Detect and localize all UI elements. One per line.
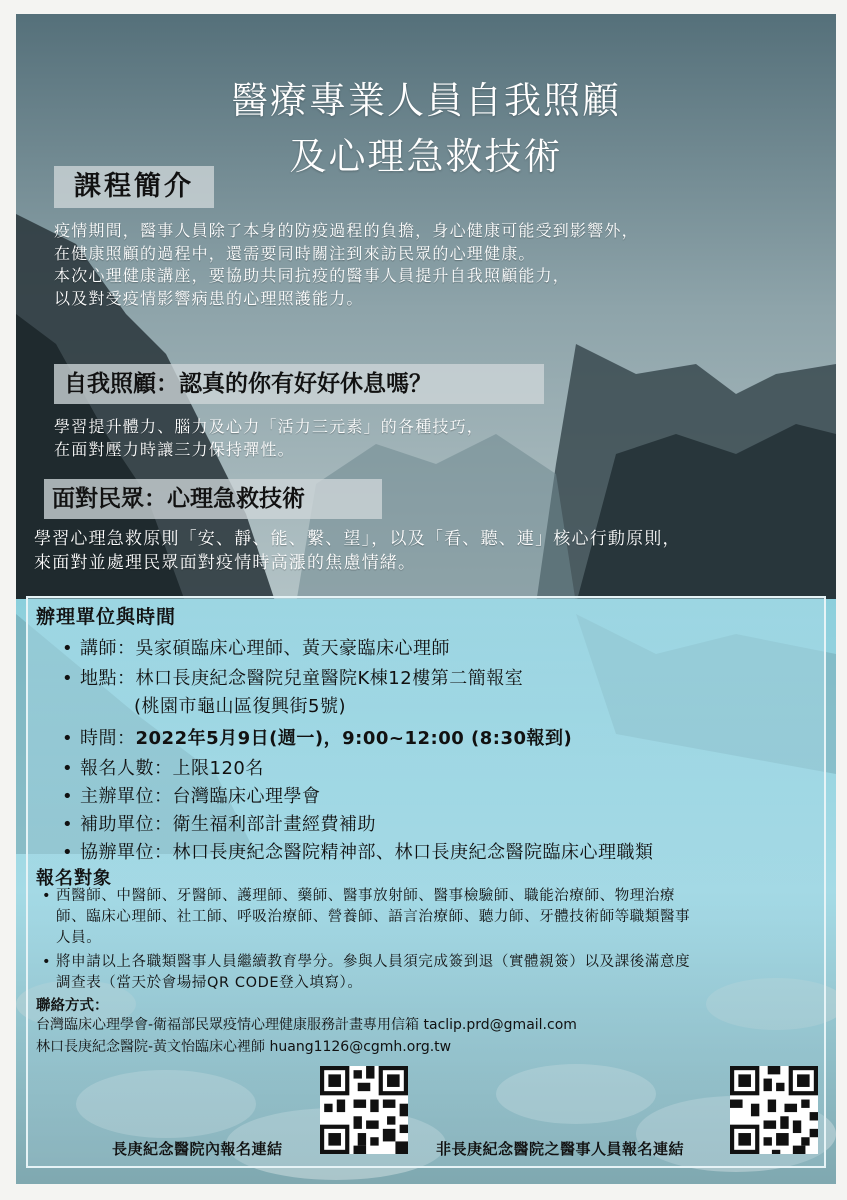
self-care-paragraph xyxy=(54,416,484,461)
intro-line: 以及對受疫情影響病患的心理照護能力。 xyxy=(54,288,364,308)
bullet-icon: • xyxy=(42,888,52,904)
audience-heading: 報名對象 xyxy=(36,868,112,889)
sponsor-text: 補助單位：衛生福利部計畫經費補助 xyxy=(80,814,376,835)
time-row xyxy=(62,724,572,750)
intro-line: 本次心理健康講座，要協助共同抗疫的醫事人員提升自我照顧能力， xyxy=(54,266,571,285)
external-registration-qr-icon[interactable] xyxy=(730,1066,818,1154)
internal-registration-label: 長庚紀念醫院內報名連結 xyxy=(112,1140,283,1158)
audience-item-2 xyxy=(56,952,826,994)
lecturer-row xyxy=(62,634,450,660)
self-care-heading: 自我照顧：認真的你有好好休息嗎？ xyxy=(54,364,544,404)
bullet-icon: • xyxy=(62,668,74,689)
bullet-icon: • xyxy=(62,758,74,779)
capacity-row xyxy=(62,754,264,780)
co-organizer-row xyxy=(62,838,654,864)
bullet-icon: • xyxy=(62,728,74,749)
organizer-text: 主辦單位：台灣臨床心理學會 xyxy=(80,786,321,807)
bullet-icon: • xyxy=(62,638,74,659)
poster-title-line1: 醫療專業人員自我照顧 xyxy=(231,79,621,122)
contact-line-2: 林口長庚紀念醫院-黃文怡臨床心裡師 huang1126@cgmh.org.tw xyxy=(36,1039,452,1055)
intro-line: 疫情期間，醫事人員除了本身的防疫過程的負擔，身心健康可能受到影響外， xyxy=(54,221,639,240)
bullet-icon: • xyxy=(42,954,52,970)
public-paragraph xyxy=(34,527,681,575)
info-heading: 辦理單位與時間 xyxy=(36,606,177,628)
internal-registration-qr-icon[interactable] xyxy=(320,1066,408,1154)
poster xyxy=(16,14,836,1184)
poster-title-line2: 及心理急救技術 xyxy=(289,135,563,178)
bullet-icon: • xyxy=(62,842,74,863)
intro-paragraph xyxy=(54,220,639,310)
audience-line: 人員。 xyxy=(56,930,102,946)
location-text: 地點：林口長庚紀念醫院兒童醫院K棟12樓第二簡報室 xyxy=(80,668,524,689)
contact-line-1: 台灣臨床心理學會-衛福部民眾疫情心理健康服務計畫專用信箱 taclip.prd@gmail.com xyxy=(36,1017,577,1033)
external-registration-label: 非長庚紀念醫院之醫事人員報名連結 xyxy=(436,1140,685,1158)
co-organizer-text: 協辦單位：林口長庚紀念醫院精神部、林口長庚紀念醫院臨床心理職類 xyxy=(80,842,654,863)
address-text: (桃園市龜山區復興街5號) xyxy=(134,696,346,717)
location-row xyxy=(62,664,523,690)
public-heading: 面對民眾：心理急救技術 xyxy=(44,479,382,519)
audience-item-1 xyxy=(56,886,826,949)
self-care-line: 學習提升體力、腦力及心力「活力三元素」的各種技巧， xyxy=(54,417,485,436)
capacity-text: 報名人數：上限120名 xyxy=(80,758,264,779)
contact-heading: 聯絡方式： xyxy=(36,998,109,1014)
audience-line: 調查表（當天於會場掃QR CODE登入填寫）。 xyxy=(56,975,363,991)
time-value: 2022年5月9日(週一)，9:00~12:00 (8:30報到) xyxy=(135,728,573,749)
lecturer-text: 講師：吳家碩臨床心理師、黃天豪臨床心理師 xyxy=(80,638,450,659)
intro-line: 在健康照顧的過程中，還需要同時關注到來訪民眾的心理健康。 xyxy=(54,243,536,263)
public-line: 來面對並處理民眾面對疫情時高漲的焦慮情緒。 xyxy=(34,553,417,573)
public-line: 學習心理急救原則「安、靜、能、繫、望」，以及「看、聽、連」核心行動原則， xyxy=(34,529,681,549)
sponsor-row xyxy=(62,810,376,836)
time-label: 時間： xyxy=(80,728,136,749)
audience-line: 將申請以上各職類醫事人員繼續教育學分。參與人員須完成簽到退（實體親簽）以及課後滿意度 xyxy=(56,954,691,970)
organizer-row xyxy=(62,782,321,808)
self-care-line: 在面對壓力時讓三力保持彈性。 xyxy=(54,439,295,459)
bullet-icon: • xyxy=(62,786,74,807)
intro-heading: 課程簡介 xyxy=(54,166,214,208)
event-info-box xyxy=(26,596,826,1168)
audience-line: 師、臨床心理師、社工師、呼吸治療師、營養師、語言治療師、聽力師、牙體技術師等職類醫事 xyxy=(56,909,691,925)
bullet-icon: • xyxy=(62,814,74,835)
audience-line: 西醫師、中醫師、牙醫師、護理師、藥師、醫事放射師、醫事檢驗師、職能治療師、物理治療 xyxy=(56,888,676,904)
